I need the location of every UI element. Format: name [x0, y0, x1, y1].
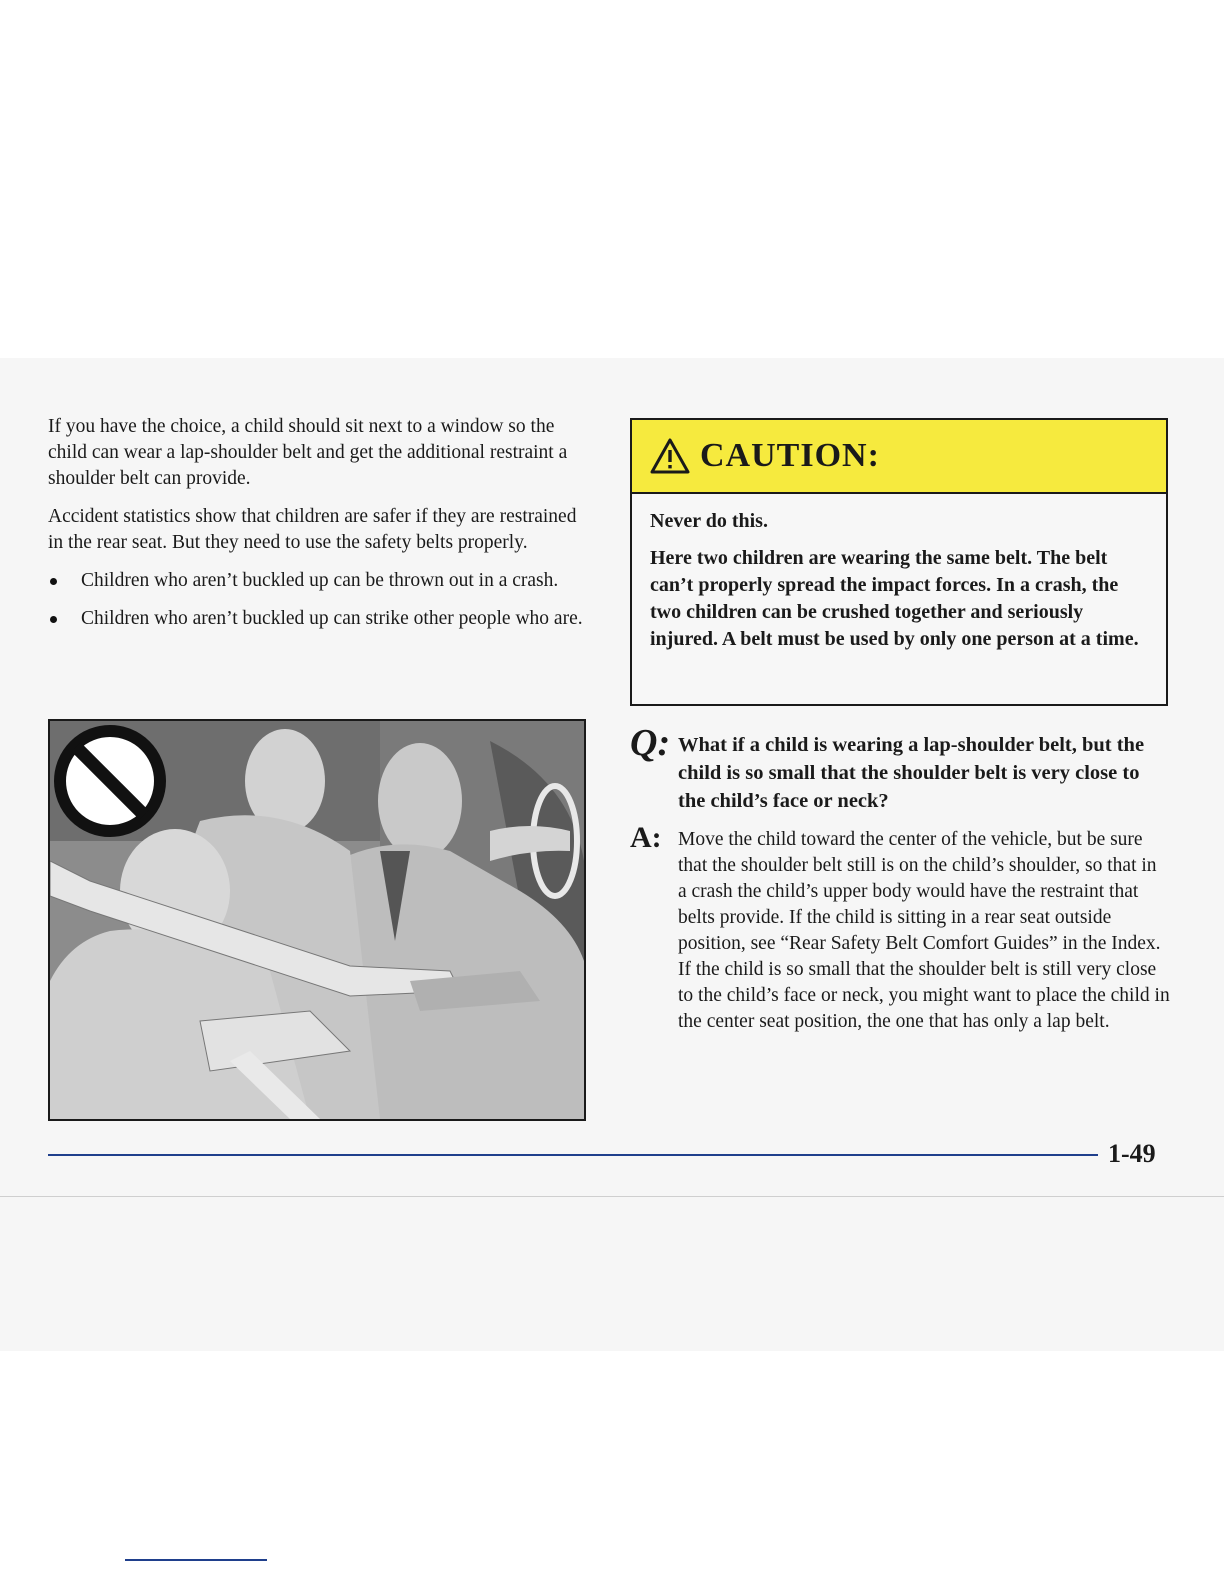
footer-rule [48, 1154, 1098, 1156]
caution-header [632, 420, 1166, 494]
bullet-icon [50, 616, 57, 623]
left-column [48, 414, 593, 644]
question-row [630, 722, 1170, 815]
answer-text: Move the child toward the center of the vehicle, but be sure that the shoulder belt still is on the child’s shoulder, so that in a crash the child’s upper body would have the restraint that belts provide. If the child is sitting in a rear seat outside position, see “Rear Safety Belt Comfort Guides” in the Index. If the child is so small that the shoulder belt is still very close to the child’s face or neck, you might want to place the child in the center seat position, the one that has only a lap belt. [678, 829, 1170, 1032]
paragraph-accident-statistics: Accident statistics show that children are safer if they are restrained in the rear seat. But they need to use the safety belts properly. [48, 506, 577, 553]
list-item [48, 606, 593, 632]
caution-title: CAUTION: [700, 437, 880, 474]
bottom-divider [0, 1196, 1224, 1197]
bullet-text: Children who aren’t buckled up can strike other people who are. [81, 608, 583, 629]
page-number: 1-49 [1108, 1139, 1156, 1168]
list-item [48, 568, 593, 594]
caution-lead: Never do this. [650, 510, 768, 532]
bottom-short-rule [125, 1559, 267, 1561]
illustration-drawing [50, 721, 584, 1119]
question-mark: Q: [630, 722, 671, 764]
question-text: What if a child is wearing a lap-shoulder belt, but the child is so small that the shoulder belt is very close to the child’s face or neck? [678, 734, 1145, 812]
bullet-list [48, 568, 593, 632]
answer-row [630, 821, 1170, 1035]
bullet-icon [50, 578, 57, 585]
warning-triangle-icon [650, 438, 690, 474]
caution-box [630, 418, 1168, 706]
caution-text: Here two children are wearing the same belt. The belt can’t properly spread the impact forces. In a crash, the two children can be crushed together and seriously injured. A belt must be used by only one person at a time. [650, 547, 1139, 650]
question-answer [630, 722, 1170, 1035]
illustration-two-children-one-belt [48, 719, 586, 1121]
caution-body [632, 494, 1166, 653]
bullet-text: Children who aren’t buckled up can be thrown out in a crash. [81, 570, 559, 591]
paragraph-window-seat: If you have the choice, a child should sit next to a window so the child can wear a lap-shoulder belt and get the additional restraint a shoulder belt can provide. [48, 416, 568, 489]
answer-mark: A: [630, 821, 662, 854]
